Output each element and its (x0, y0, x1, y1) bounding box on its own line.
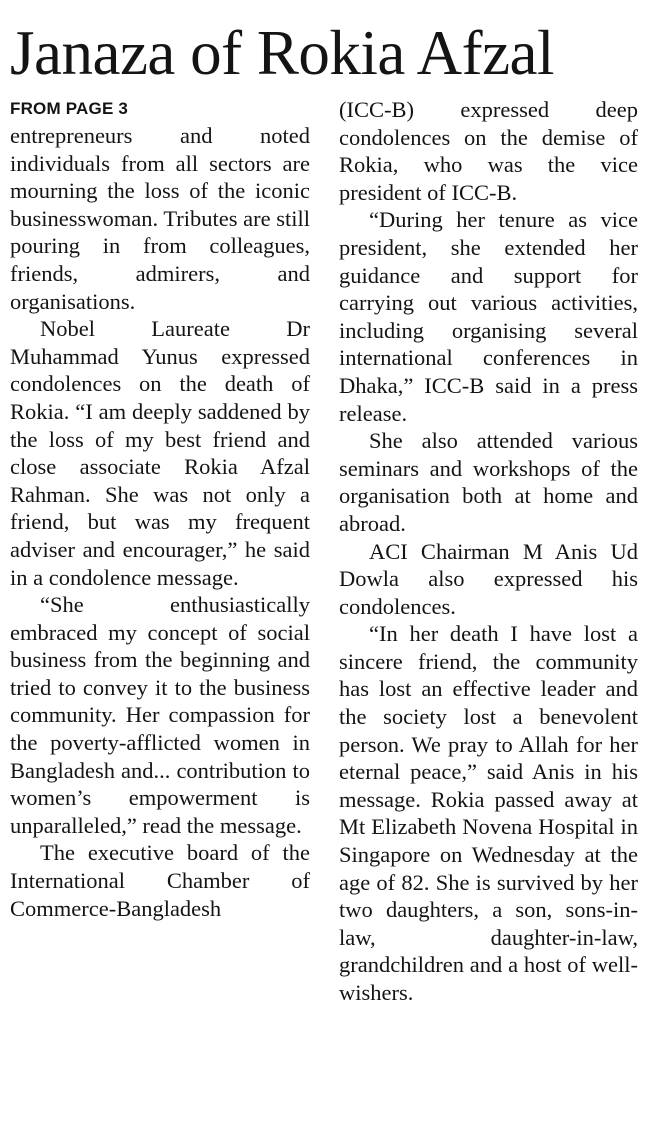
paragraph: entrepreneurs and noted individuals from all sectors are mourning the loss of the iconic businesswoman. Tributes are still pouring in from colleagues, friends, admirers, and organisations. (10, 123, 311, 314)
paragraph: The executive board of the International Chamber of Commerce-Bangladesh (10, 840, 310, 921)
article-column-right (339, 96, 638, 1007)
paragraph: Nobel Laureate Dr Muhammad Yunus expressed condolences on the death of Rokia. “I am deeply saddened by the loss of my best friend and close associate Rokia Afzal Rahman. She was not only a friend, but was my frequent adviser and encourager,” he said in a condolence message. (10, 316, 310, 590)
paragraph: “She enthusiastically embraced my concept of social business from the beginning and tried to convey it to the business community. Her compassion for the poverty-afflicted women in Bangladesh and... contribution to women’s empowerment is unparalleled,” read the message. (10, 592, 310, 838)
article-column-left (10, 96, 310, 922)
paragraph: She also attended various seminars and workshops of the organisation both at home and abroad. (339, 428, 638, 536)
paragraph: (ICC-B) expressed deep condolences on the demise of Rokia, who was the vice president of ICC-B. (339, 97, 638, 205)
paragraph: “During her tenure as vice president, she extended her guidance and support for carrying out various activities, including organising several international conferences in Dhaka,” ICC-B said in a press release. (339, 207, 638, 426)
paragraph: ACI Chairman M Anis Ud Dowla also expressed his condolences. (339, 538, 638, 619)
paragraph: “In her death I have lost a sincere friend, the community has lost an effective leader and the society lost a benevolent person. We pray to Allah for her eternal peace,” said Anis in his message. Rokia passed away at Mt Elizabeth Novena Hospital in Singapore on Wednesday at the age of 82. She is survived by her two daughters, a son, sons-in-law, daughter-in-law, grandchildren and a host of well-wishers. (339, 621, 638, 1005)
jump-kicker: FROM PAGE 3 (10, 99, 129, 118)
headline: Janaza of Rokia Afzal (10, 18, 555, 88)
